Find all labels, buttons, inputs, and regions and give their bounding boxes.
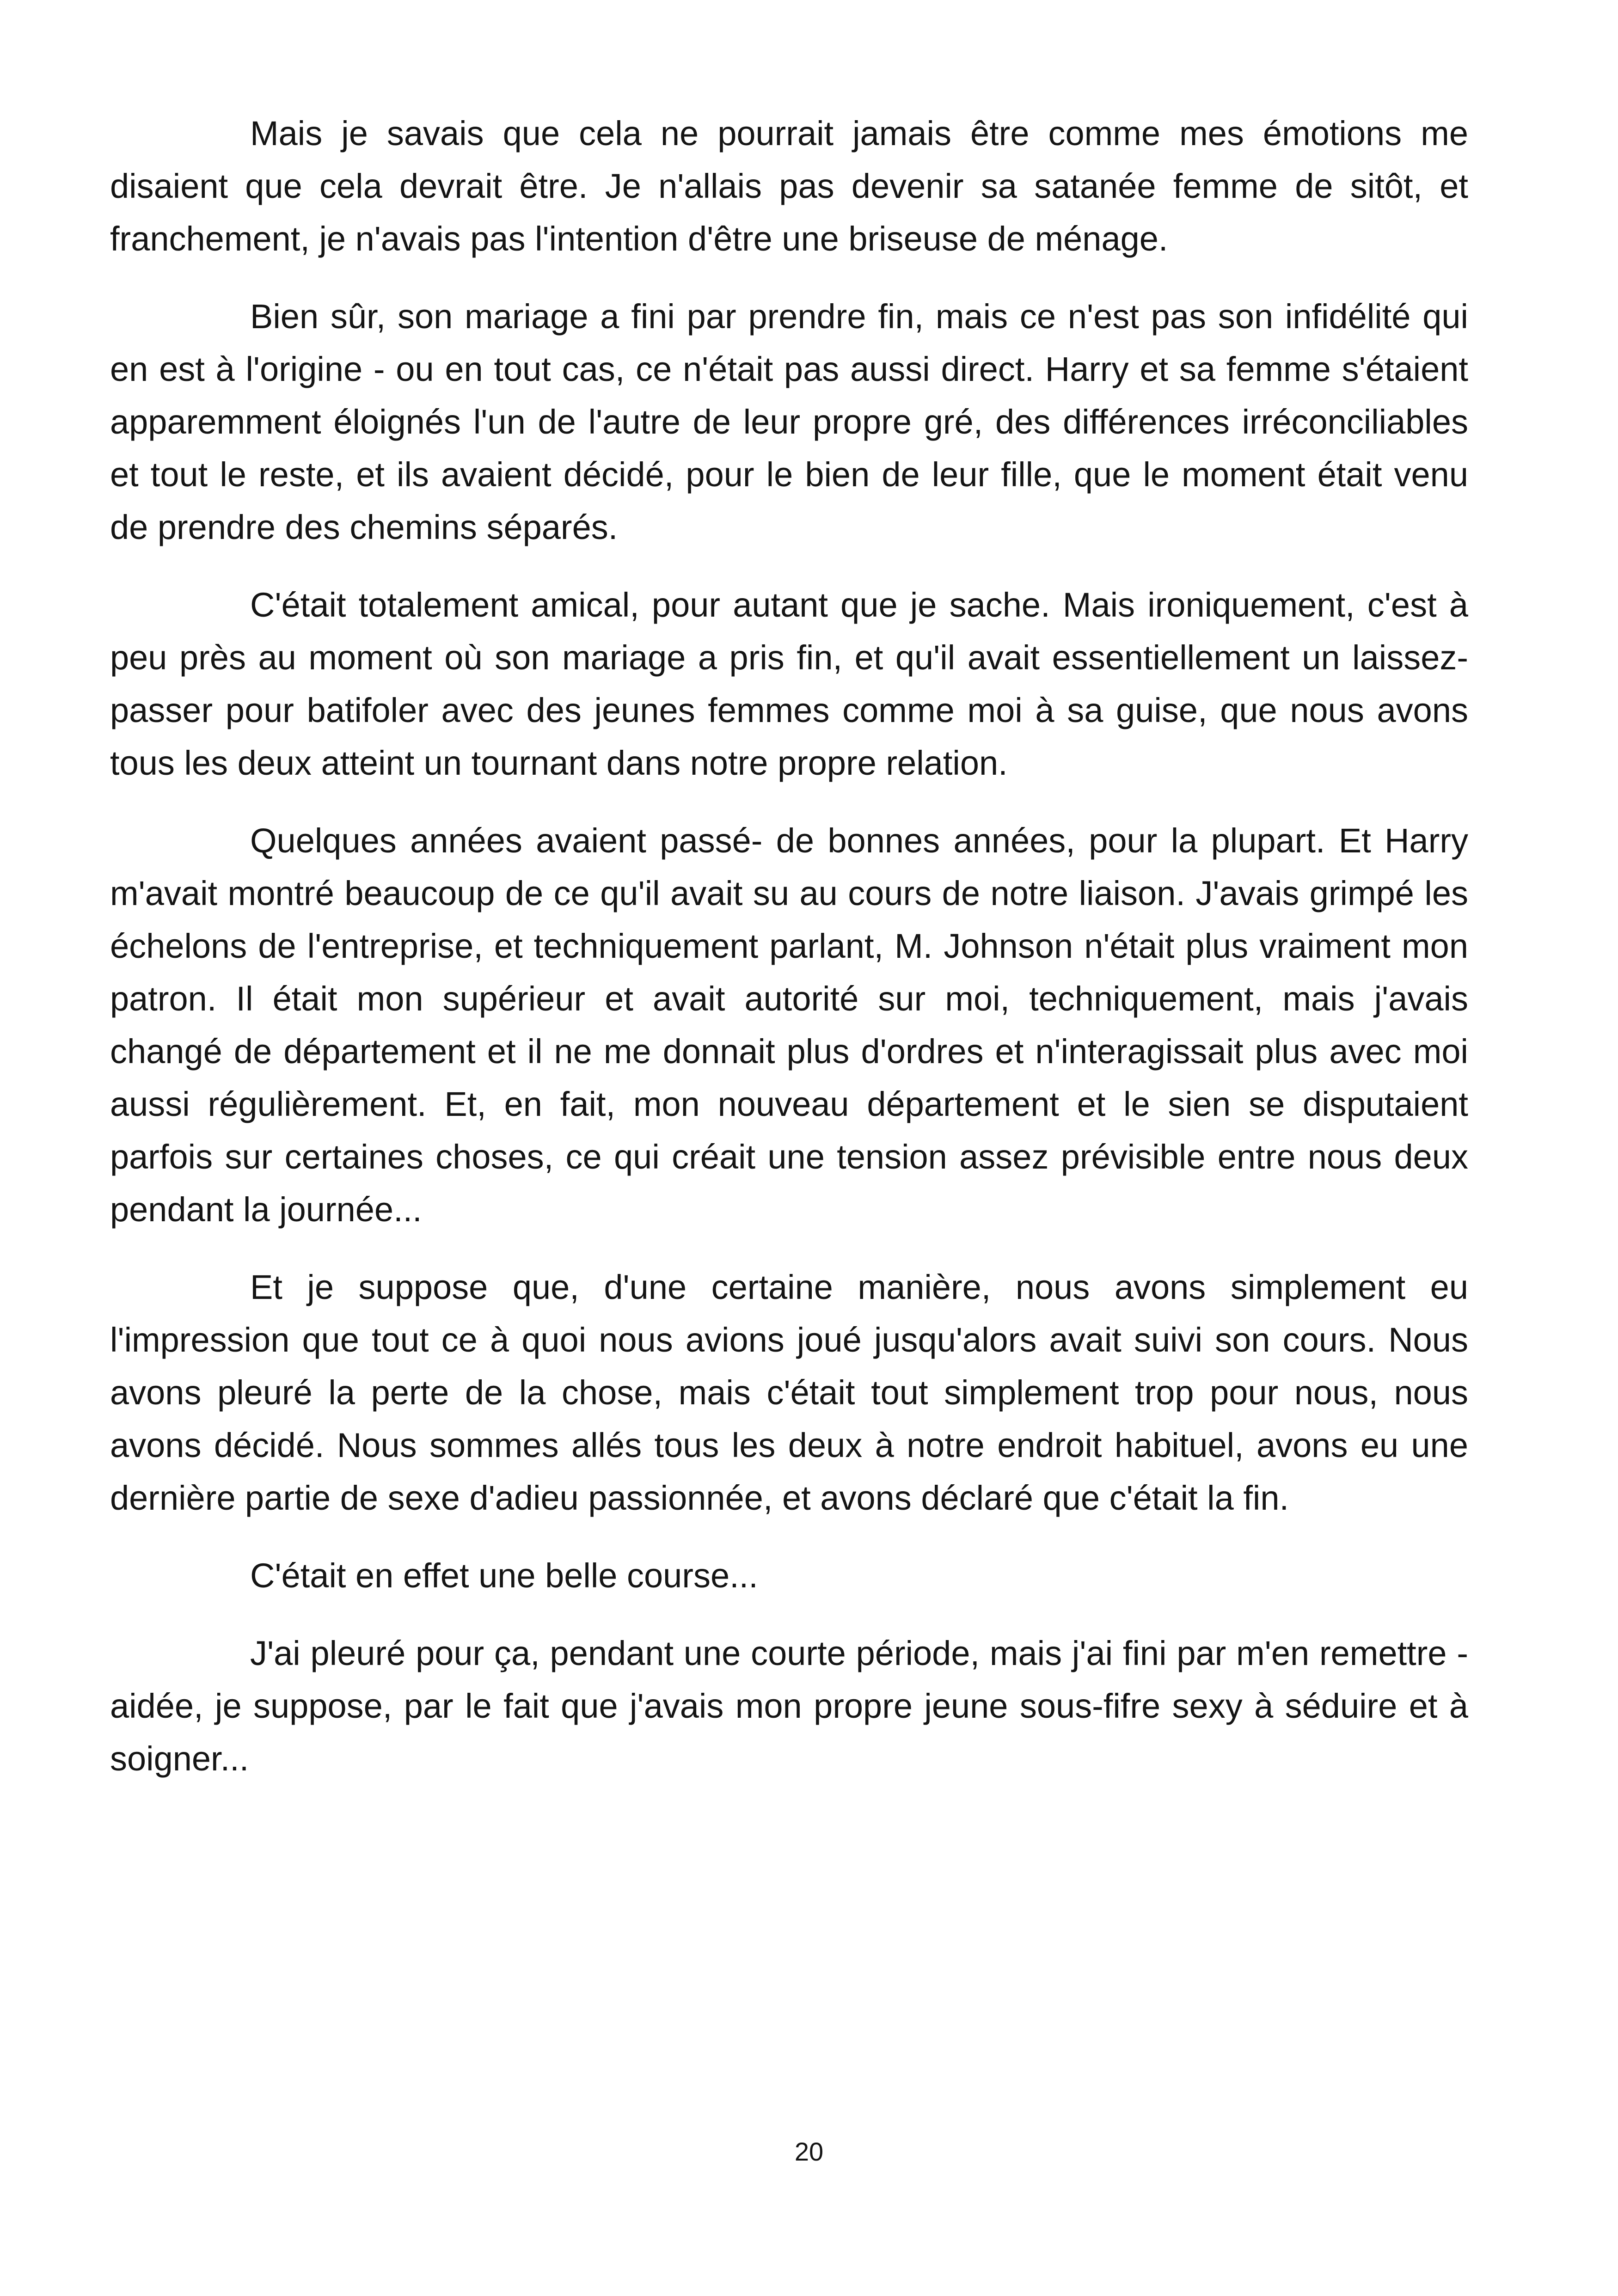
paragraph: C'était totalement amical, pour autant que je sache. Mais ironiquement, c'est à peu près au moment où son mariage a pris fin, et qu'il avait essentiellement un laissez-passer pour batifoler avec des jeunes femmes comme moi à sa guise, que nous avons tous les deux atteint un tournant dans notre propre relation. [110,586,1468,782]
paragraph: Mais je savais que cela ne pourrait jamais être comme mes émotions me disaient que cela devrait être. Je n'allais pas devenir sa satanée femme de sitôt, et franchement, je n'avais pas l'intention d'être une briseuse de ménage. [110,114,1468,258]
paragraph: Et je suppose que, d'une certaine manière, nous avons simplement eu l'impression que tout ce à quoi nous avions joué jusqu'alors avait suivi son cours. Nous avons pleuré la perte de la chose, mais c'était tout simplement trop pour nous, nous avons décidé. Nous sommes allés tous les deux à notre endroit habituel, avons eu une dernière partie de sexe d'adieu passionnée, et avons déclaré que c'était la fin. [110,1268,1468,1517]
paragraph: Bien sûr, son mariage a fini par prendre fin, mais ce n'est pas son infidélité qui en est à l'origine - ou en tout cas, ce n'était pas aussi direct. Harry et sa femme s'étaient apparemment éloignés l'un de l'autre de leur propre gré, des différences irréconciliables et tout le reste, et ils avaient décidé, pour le bien de leur fille, que le moment était venu de prendre des chemins séparés. [110,297,1468,546]
paragraph: Quelques années avaient passé- de bonnes années, pour la plupart. Et Harry m'avait montré beaucoup de ce qu'il avait su au cours de notre liaison. J'avais grimpé les échelons de l'entreprise, et techniquement parlant, M. Johnson n'était plus vraiment mon patron. Il était mon supérieur et avait autorité sur moi, techniquement, mais j'avais changé de département et il ne me donnait plus d'ordres et n'interagissait plus avec moi aussi régulièrement. Et, en fait, mon nouveau département et le sien se disputaient parfois sur certaines choses, ce qui créait une tension assez prévisible entre nous deux pendant la journée... [110,821,1468,1229]
paragraph: J'ai pleuré pour ça, pendant une courte période, mais j'ai fini par m'en remettre - aidée, je suppose, par le fait que j'avais mon propre jeune sous-fifre sexy à séduire et à soigner... [110,1634,1468,1778]
page-number: 20 [794,2137,824,2166]
paragraph: C'était en effet une belle course... [250,1556,758,1595]
body-text [110,107,1468,1810]
